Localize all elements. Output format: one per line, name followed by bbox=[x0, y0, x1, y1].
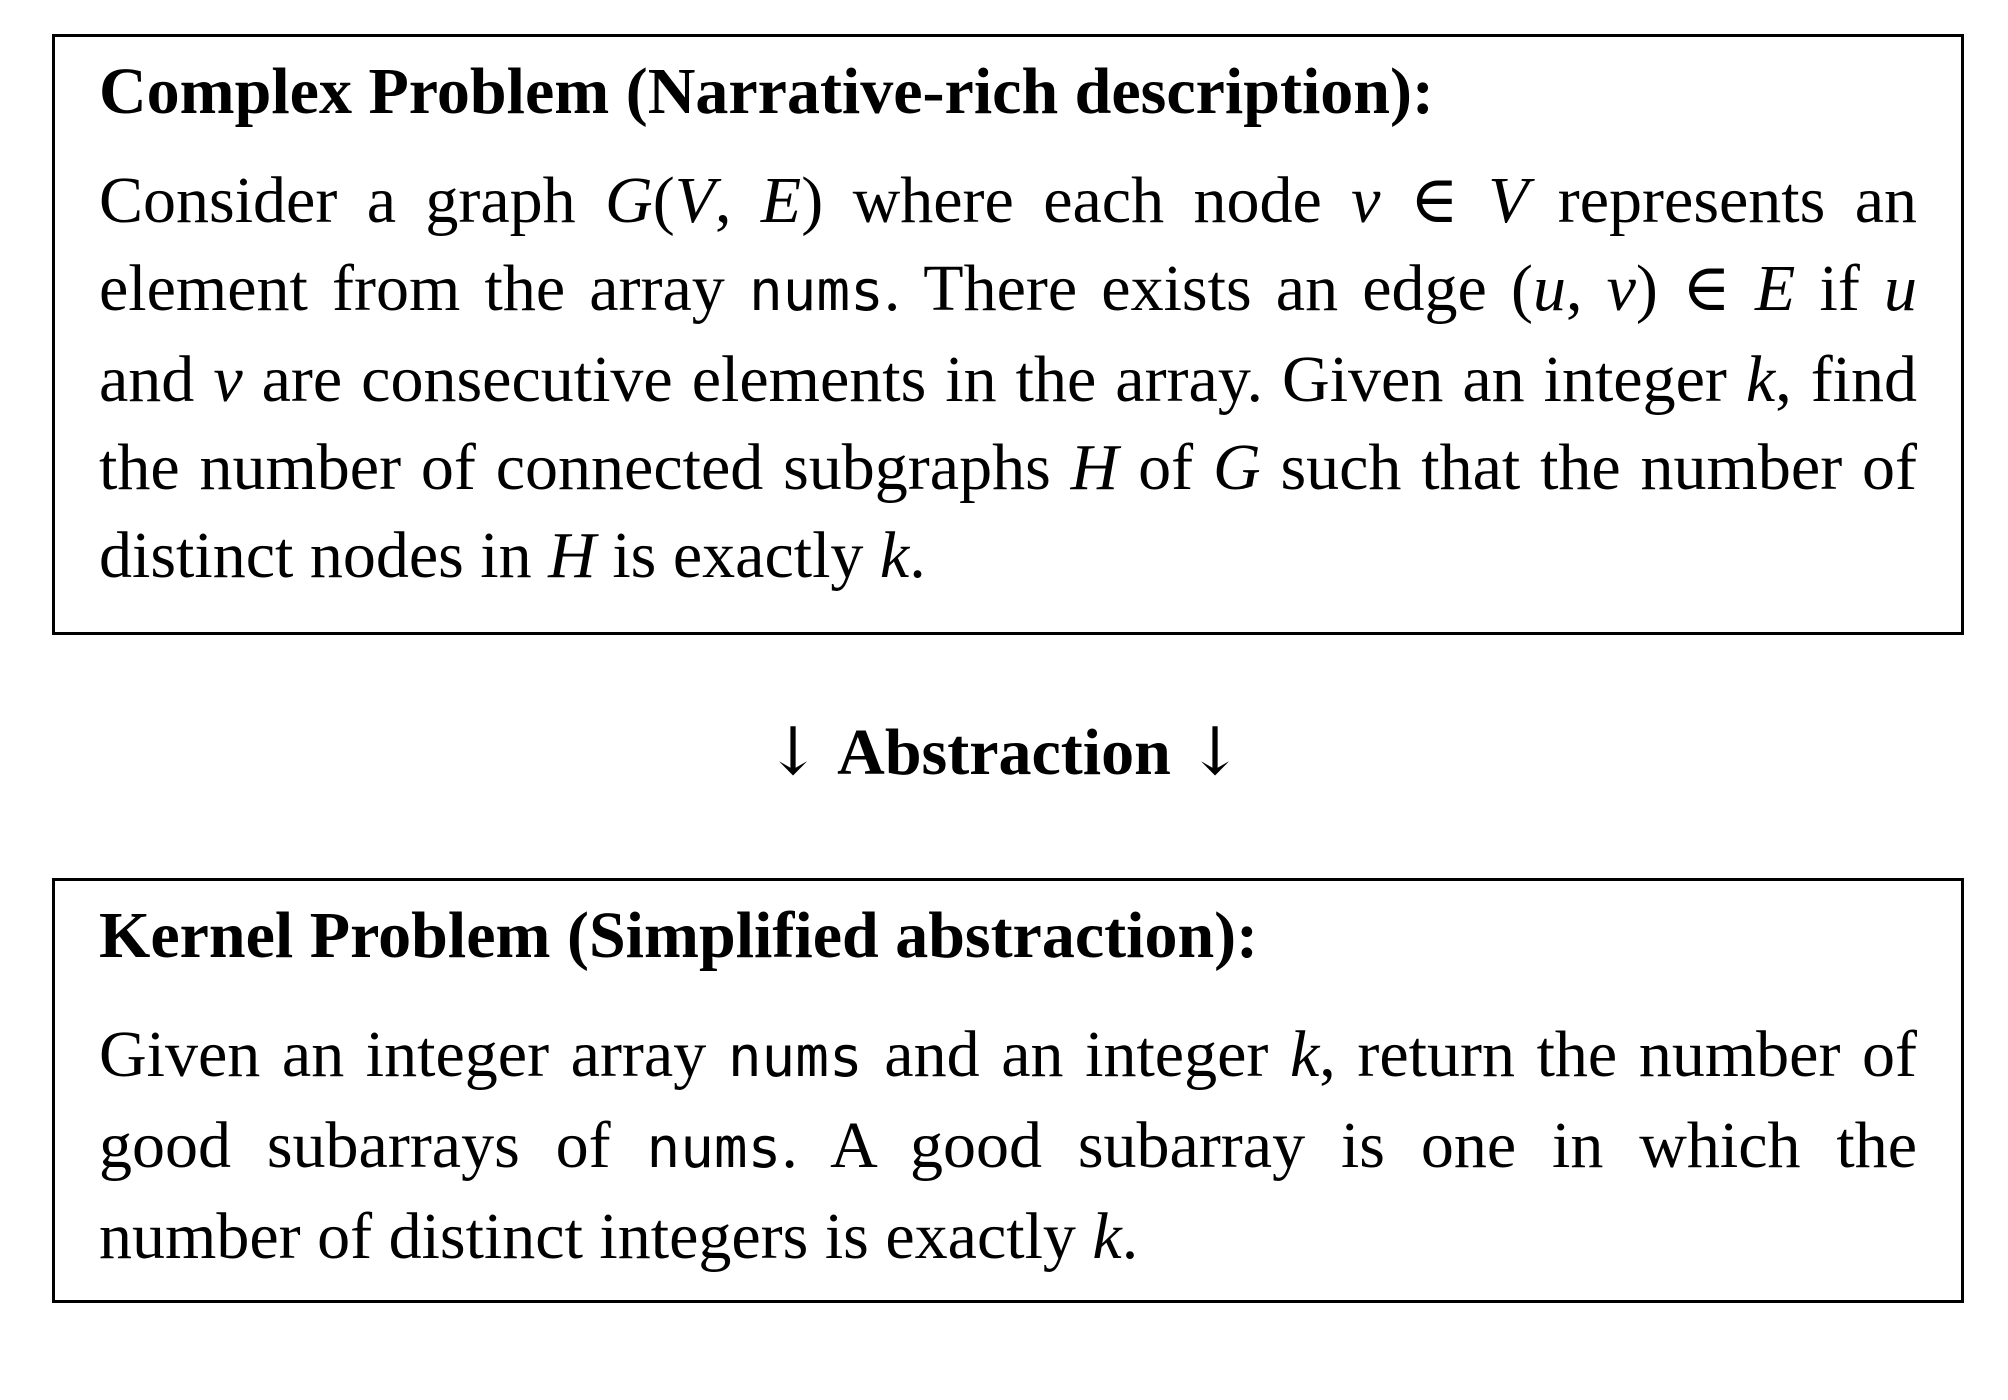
text-span: are consecutive elements in the array. Given an integer bbox=[242, 343, 1746, 416]
kernel-problem-description bbox=[99, 1011, 1917, 1281]
text-span: where each node bbox=[823, 164, 1352, 237]
math-element-of: ∈ bbox=[1657, 252, 1756, 325]
math-paren: ( bbox=[1510, 252, 1533, 325]
text-span: such that the number of distinct nodes in bbox=[99, 431, 1917, 592]
code-nums: nums bbox=[748, 259, 884, 324]
math-V: V bbox=[1488, 164, 1529, 237]
math-H: H bbox=[1070, 431, 1119, 504]
kernel-problem-box bbox=[52, 878, 1964, 1303]
complex-problem-description bbox=[99, 157, 1917, 600]
math-comma: , bbox=[1565, 252, 1607, 325]
text-span: and an integer bbox=[862, 1018, 1290, 1091]
code-nums: nums bbox=[646, 1116, 782, 1181]
math-E: E bbox=[1755, 252, 1796, 325]
text-span: . bbox=[1121, 1200, 1139, 1273]
complex-problem-title: Complex Problem (Narrative-rich description): bbox=[99, 55, 1434, 128]
math-E: E bbox=[760, 164, 802, 237]
math-H: H bbox=[548, 519, 596, 592]
math-paren: ) bbox=[801, 164, 824, 237]
abstraction-label: Abstraction bbox=[837, 716, 1171, 789]
math-V: V bbox=[674, 164, 716, 237]
math-k: k bbox=[1092, 1200, 1122, 1273]
math-k: k bbox=[879, 519, 910, 592]
down-arrow-icon: ↓ bbox=[1187, 713, 1243, 790]
code-nums: nums bbox=[727, 1025, 863, 1090]
math-element-of: ∈ bbox=[1380, 164, 1489, 237]
math-paren: ) bbox=[1635, 252, 1658, 325]
text-span: if bbox=[1795, 252, 1884, 325]
math-k: k bbox=[1745, 343, 1776, 416]
text-span: . bbox=[909, 519, 926, 592]
down-arrow-icon: ↓ bbox=[765, 713, 821, 790]
text-span: of bbox=[1118, 431, 1213, 504]
math-G: G bbox=[605, 164, 653, 237]
math-v: v bbox=[1606, 252, 1636, 325]
math-comma: , bbox=[715, 164, 761, 237]
text-span: Given an integer array bbox=[99, 1018, 728, 1091]
math-k: k bbox=[1289, 1018, 1320, 1091]
text-span: . A good subarray is one in which the number of distinct integers is exactly bbox=[99, 1109, 1917, 1273]
text-span: and bbox=[99, 343, 214, 416]
text-span: represents an element from the array bbox=[99, 164, 1918, 325]
text-span: , return the number of good subarrays of bbox=[99, 1018, 1918, 1182]
text-span: . There exists an edge bbox=[883, 252, 1511, 325]
math-v: v bbox=[1351, 164, 1381, 237]
math-v: v bbox=[213, 343, 243, 416]
kernel-problem-title: Kernel Problem (Simplified abstraction): bbox=[99, 899, 1259, 972]
text-span: Consider a graph bbox=[99, 164, 606, 237]
text-span: is exactly bbox=[595, 519, 880, 592]
text-span: , find the number of connected subgraphs bbox=[99, 343, 1918, 504]
math-u: u bbox=[1532, 252, 1566, 325]
math-G: G bbox=[1212, 431, 1261, 504]
math-u: u bbox=[1884, 252, 1917, 325]
abstraction-arrow-label bbox=[0, 712, 2008, 793]
complex-problem-box bbox=[52, 34, 1964, 635]
math-paren: ( bbox=[652, 164, 675, 237]
